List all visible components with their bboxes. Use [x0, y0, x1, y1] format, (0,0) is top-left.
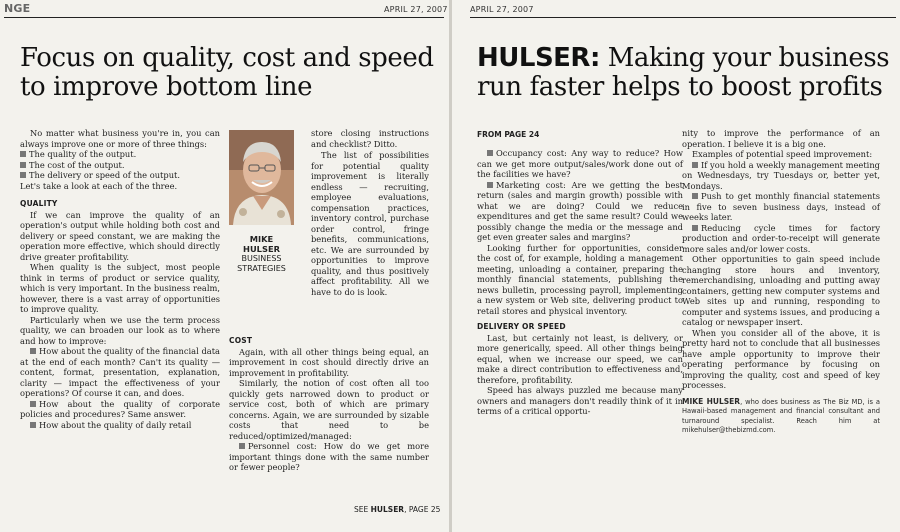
bullet-paragraph: Occupancy cost: Any way to reduce? How can we get more output/sales/work done out of the facilities we have? — [477, 148, 683, 179]
section-folio: NGE — [4, 2, 31, 15]
body-paragraph: Particularly when we use the term process quality, we can broaden our look as to where and how to improve: — [20, 314, 220, 346]
left-page — [0, 0, 449, 532]
headline-text: Making your business run faster helps to boost profits — [477, 43, 890, 103]
body-paragraph: Speed has always puzzled me because many owners and managers don't readily think of it in terms of a critical opportu- — [477, 385, 683, 416]
bullet-paragraph: Marketing cost: Are we getting the best return (sales and margin growth) possible with what we are doing? Could we reduce expenditures and get the same result? Could we possibly change the media or the message and get even greater sales and margins? — [477, 179, 683, 242]
body-paragraph: Again, with all other things being equal, an improvement in cost should directly drive an improvement in profitability. — [229, 346, 429, 378]
left-column-1 — [20, 128, 220, 430]
left-column-2-upper — [311, 128, 429, 149]
left-date: APRIL 27, 2007 — [384, 5, 448, 14]
square-bullet-icon — [239, 443, 245, 449]
square-bullet-icon — [20, 151, 26, 157]
right-top-rule — [470, 17, 896, 18]
square-bullet-icon — [487, 150, 493, 156]
bullet-paragraph: How about the quality of daily retail — [20, 420, 220, 431]
square-bullet-icon — [692, 162, 698, 168]
body-paragraph: Other opportunities to gain speed include changing store hours and inventory, remerchandising, unloading and putting away containers, getting new computer systems and Web sites up and running, responding to computer and systems issues, and producing a catalog or newspaper insert. — [682, 254, 880, 327]
bullet-paragraph: Push to get monthly financial statements in five to seven business days, instead of weeks later. — [682, 191, 880, 222]
intro-paragraph: No matter what business you're in, you can always improve one or more of three things: — [20, 128, 220, 149]
body-paragraph: Last, but certainly not least, is delivery, or more generically, speed. All other things being equal, when we increase our speed, we can make a direct contribution to effectiveness and, therefore, profitability. — [477, 332, 683, 385]
body-paragraph: nity to improve the performance of an operation. I believe it is a big one. — [682, 128, 880, 149]
bullet-paragraph: Personnel cost: How do we get more important things done with the same number or fewer people? — [229, 441, 429, 472]
square-bullet-icon — [692, 225, 698, 231]
right-headline — [477, 44, 897, 102]
bullet-paragraph: If you hold a weekly management meeting on Wednesdays, try Tuesdays or, better yet, Mondays. — [682, 159, 880, 191]
headline-name: HULSER: — [477, 43, 600, 73]
right-column-1 — [477, 148, 683, 417]
right-date: APRIL 27, 2007 — [470, 5, 534, 14]
lead-paragraph: Let's take a look at each of the three. — [20, 180, 178, 191]
jump-line[interactable]: SEE HULSER, PAGE 25 — [354, 505, 441, 514]
body-paragraph: Looking further for opportunities, consider the cost of, for example, holding a management meeting, unloading a container, preparing the monthly financial statements, publishing the news bulletin, processing payroll, implementing a new system or Web site, delivering product to retail stores and physical inventory. — [477, 242, 683, 316]
body-paragraph: When you consider all of the above, it is pretty hard not to conclude that all businesses have ample opportunity to improve their operating performance by focusing on improving the quality, cost and speed of key processes. — [682, 327, 880, 390]
left-top-rule — [4, 17, 444, 18]
square-bullet-icon — [30, 401, 36, 407]
list-item: The quality of the output. — [20, 149, 220, 160]
body-paragraph: Similarly, the notion of cost often all too quickly gets narrowed down to product or service cost, both of which are primary concerns. Again, we are surrounded by sizable costs that need to be reduced/optimized/managed: — [229, 378, 429, 441]
left-column-2-lower — [229, 332, 429, 473]
subhead-quality: QUALITY — [20, 199, 58, 208]
bullet-paragraph: How about the quality of the financial data at the end of each month? Can't its quality — content, format, presentation, explanation, clarity — impact the effectiveness of your operations? Of course it can, and does. — [20, 346, 220, 398]
body-paragraph: The list of possibilities for potential quality improvement is literally endless — recruiting, employee evaluations, compensation practices, inventory control, purchase order control, fringe benefits, communications, etc. We are surrounded by opportunities to improve quality, and thus positively affect profitability. All we have to do is look. — [311, 150, 429, 297]
right-column-2 — [682, 128, 880, 436]
list-item: The cost of the output. — [20, 160, 220, 171]
square-bullet-icon — [20, 162, 26, 168]
byline-name: HULSER — [243, 244, 280, 254]
body-paragraph: If we can improve the quality of an operation's output while holding both cost and delivery or speed constant, we are making the operation more effective, which should directly drive greater profitability. — [20, 209, 220, 262]
byline-name: MIKE — [249, 234, 274, 244]
square-bullet-icon — [30, 422, 36, 428]
author-bio: MIKE HULSER, who does business as The Biz MD, is a Hawaii-based management and financial consultant and turnaround specialist. Reach him at mikehulser@thebizmd.com. — [682, 396, 880, 434]
square-bullet-icon — [30, 348, 36, 354]
continued-from-label: FROM PAGE 24 — [477, 130, 540, 139]
body-paragraph: store closing instructions and checklist? Ditto. — [311, 128, 429, 149]
subhead-cost: COST — [229, 336, 253, 345]
square-bullet-icon — [20, 172, 26, 178]
body-paragraph: Examples of potential speed improvement: — [692, 149, 873, 159]
square-bullet-icon — [487, 182, 493, 188]
byline-column-tag: STRATEGIES — [237, 264, 286, 273]
left-headline: Focus on quality, cost and speed to improve bottom line — [20, 43, 434, 103]
right-page — [452, 0, 900, 532]
square-bullet-icon — [692, 193, 698, 199]
byline-column-tag: BUSINESS — [241, 254, 282, 263]
bullet-paragraph: Reducing cycle times for factory production and order-to-receipt will generate more sales and/or lower costs. — [682, 222, 880, 254]
subhead-delivery-or-speed: DELIVERY OR SPEED — [477, 322, 566, 331]
body-paragraph: When quality is the subject, most people think in terms of product or service quality, which is very important. In the business realm, however, there is a vast array of opportunities to improve quality. — [20, 262, 220, 314]
list-item: The delivery or speed of the output. — [20, 170, 220, 181]
bullet-paragraph: How about the quality of corporate policies and procedures? Same answer. — [20, 398, 220, 419]
left-column-2 — [229, 150, 429, 297]
